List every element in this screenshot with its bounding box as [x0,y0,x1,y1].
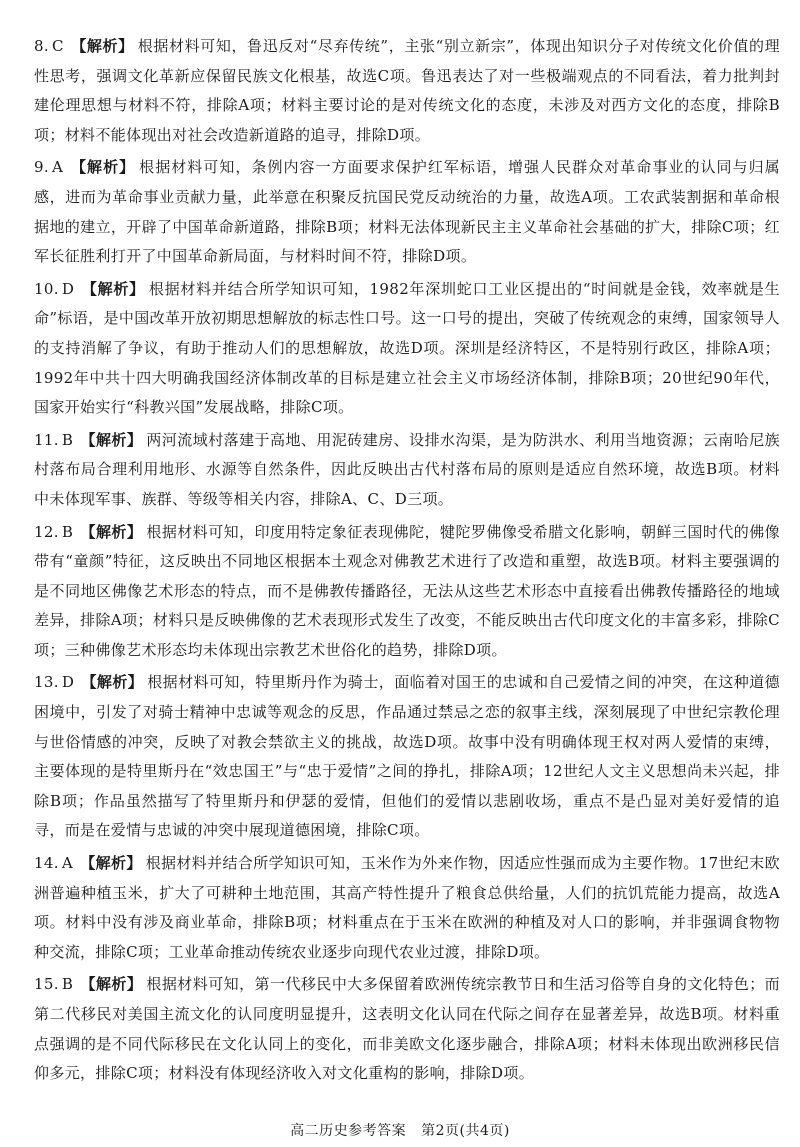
analysis-tag: 【解析】 [71,158,136,177]
question-number: 8. [34,37,50,55]
analysis-text: 根据材料可知，条例内容一方面要求保护红军标语，增强人民群众对革命事业的认同与归属感，进而为革命事业贡献力量，此举意在积聚反抗国民党反动统治的力量，故选A项。工农武装割据和革命根据地的建立，开辟了中国革命新道路，排除B项；材料无法体现新民主主义革命社会基础的扩大，排除C项；红军长征胜利打开了中国革命新局面，与材料时间不符，排除D项。 [34,158,780,266]
answer-choice: A [52,158,64,177]
analysis-tag: 【解析】 [81,673,144,692]
answer-item-14 [34,849,780,967]
question-number: 15. [34,975,59,994]
analysis-text: 根据材料并结合所学知识可知，1982年深圳蛇口工业区提出的“时间就是金钱，效率就是生命”标语，是中国改革开放初期思想解放的标志性口号。这一口号的提出，突破了传统观念的束缚，国家领导人的支持消解了争议，有助于推动人们的思想解放，故选D项。深圳是经济特区，不是特别行政区，排除A项；1992年中共十四大明确我国经济体制改革的目标是建立社会主义市场经济体制，排除B项；20世纪90年代，国家开始实行“科教兴国”发展战略，排除C项。 [34,279,780,417]
answer-list [34,32,780,1092]
question-number: 9. [34,158,50,177]
answer-choice: B [61,522,74,541]
answer-choice: A [61,854,74,873]
analysis-text: 根据材料并结合所学知识可知，玉米作为外来作物，因适应性强而成为主要作物。17世纪末欧洲普遍种植玉米，扩大了可耕种土地范围，其高产特性提升了粮食总供给量，人们的抗饥荒能力提高，故选A项。材料中没有涉及商业革命，排除B项；材料重点在于玉米在欧洲的种植及对人口的影响，并非强调食物物种交流，排除C项；工业革命推动传统农业逐步向现代农业过渡，排除D项。 [34,854,780,961]
answer-choice: B [61,430,74,449]
answer-item-12 [34,518,780,666]
question-number: 12. [34,522,59,541]
answer-choice: B [61,975,74,994]
page-footer [0,1120,800,1140]
analysis-tag: 【解析】 [80,975,143,994]
footer-title: 高二历史参考答案 [290,1123,407,1139]
answer-item-15 [34,970,780,1088]
answer-item-10 [34,275,780,423]
answer-choice: D [61,279,75,298]
question-number: 14. [34,854,59,873]
analysis-tag: 【解析】 [80,522,143,541]
question-number: 13. [34,673,59,692]
answer-item-8 [34,32,780,150]
answer-item-11 [34,426,780,515]
analysis-text: 根据材料可知，鲁迅反对“尽弃传统”，主张“别立新宗”，体现出知识分子对传统文化价值的理性思考，强调文化革新应保留民族文化根基，故选C项。鲁迅表达了对一些极端观点的不同看法，着力批判封建伦理思想与材料不符，排除A项；材料主要讨论的是对传统文化的态度，未涉及对西方文化的态度，排除B项；材料不能体现出对社会改造新道路的追寻，排除D项。 [34,37,780,144]
analysis-tag: 【解析】 [81,279,145,298]
question-number: 11. [34,430,59,449]
answer-choice: C [52,37,64,55]
question-number: 10. [34,279,59,298]
analysis-text: 根据材料可知，特里斯丹作为骑士，面临着对国王的忠诚和自己爱情之间的冲突，在这种道德困境中，引发了对骑士精神中忠诚等观念的反思，作品通过禁忌之恋的叙事主线，深刻展现了中世纪宗教伦理与世俗情感的冲突，反映了对教会禁欲主义的挑战，故选D项。故事中没有明确体现王权对两人爱情的束缚，主要体现的是特里斯丹在“效忠国王”与“忠于爱情”之间的挣扎，排除A项；12世纪人文主义思想尚未兴起，排除B项；作品虽然描写了特里斯丹和伊瑟的爱情，但他们的爱情以悲剧收场，重点不是凸显对美好爱情的追寻，而是在爱情与忠诚的冲突中展现道德困境，排除C项。 [34,673,780,840]
answer-item-9 [34,153,780,271]
analysis-text: 根据材料可知，印度用特定象征表现佛陀，犍陀罗佛像受希腊文化影响，朝鲜三国时代的佛像带有“童颜”特征，这反映出不同地区根据本土观念对佛教艺术进行了改造和重塑，故选B项。材料主要强调的是不同地区佛像艺术形态的特点，而不是佛教传播路径，无法从这些艺术形态中直接看出佛教传播路径的地域差异，排除A项；材料只是反映佛像的艺术表现形式发生了改变，不能反映出古代印度文化的丰富多彩，排除C项；三种佛像艺术形态均未体现出宗教艺术世俗化的趋势，排除D项。 [34,522,781,659]
footer-page-number: 第2页(共4页) [421,1123,510,1139]
analysis-text: 两河流域村落建于高地、用泥砖建房、设排水沟渠，是为防洪水、利用当地资源；云南哈尼族村落布局合理利用地形、水源等自然条件，因此反映出古代村落布局的原则是适应自然环境，故选B项。材料中未体现军事、族群、等级等相关内容，排除A、C、D三项。 [34,430,781,508]
answer-item-13 [34,668,780,846]
analysis-tag: 【解析】 [71,37,134,55]
analysis-text: 根据材料可知，第一代移民中大多保留着欧洲传统宗教节日和生活习俗等自身的文化特色；而第二代移民对美国主流文化的认同度明显提升，这表明文化认同在代际之间存在显著差异，故选B项。材料重点强调的是不同代际移民在文化认同上的变化，而非美欧文化逐步融合，排除A项；材料未体现出欧洲移民信仰多元，排除C项；材料没有体现经济收入对文化重构的影响，排除D项。 [34,975,781,1083]
analysis-tag: 【解析】 [80,430,143,449]
answer-choice: D [61,673,75,692]
analysis-tag: 【解析】 [80,854,142,873]
